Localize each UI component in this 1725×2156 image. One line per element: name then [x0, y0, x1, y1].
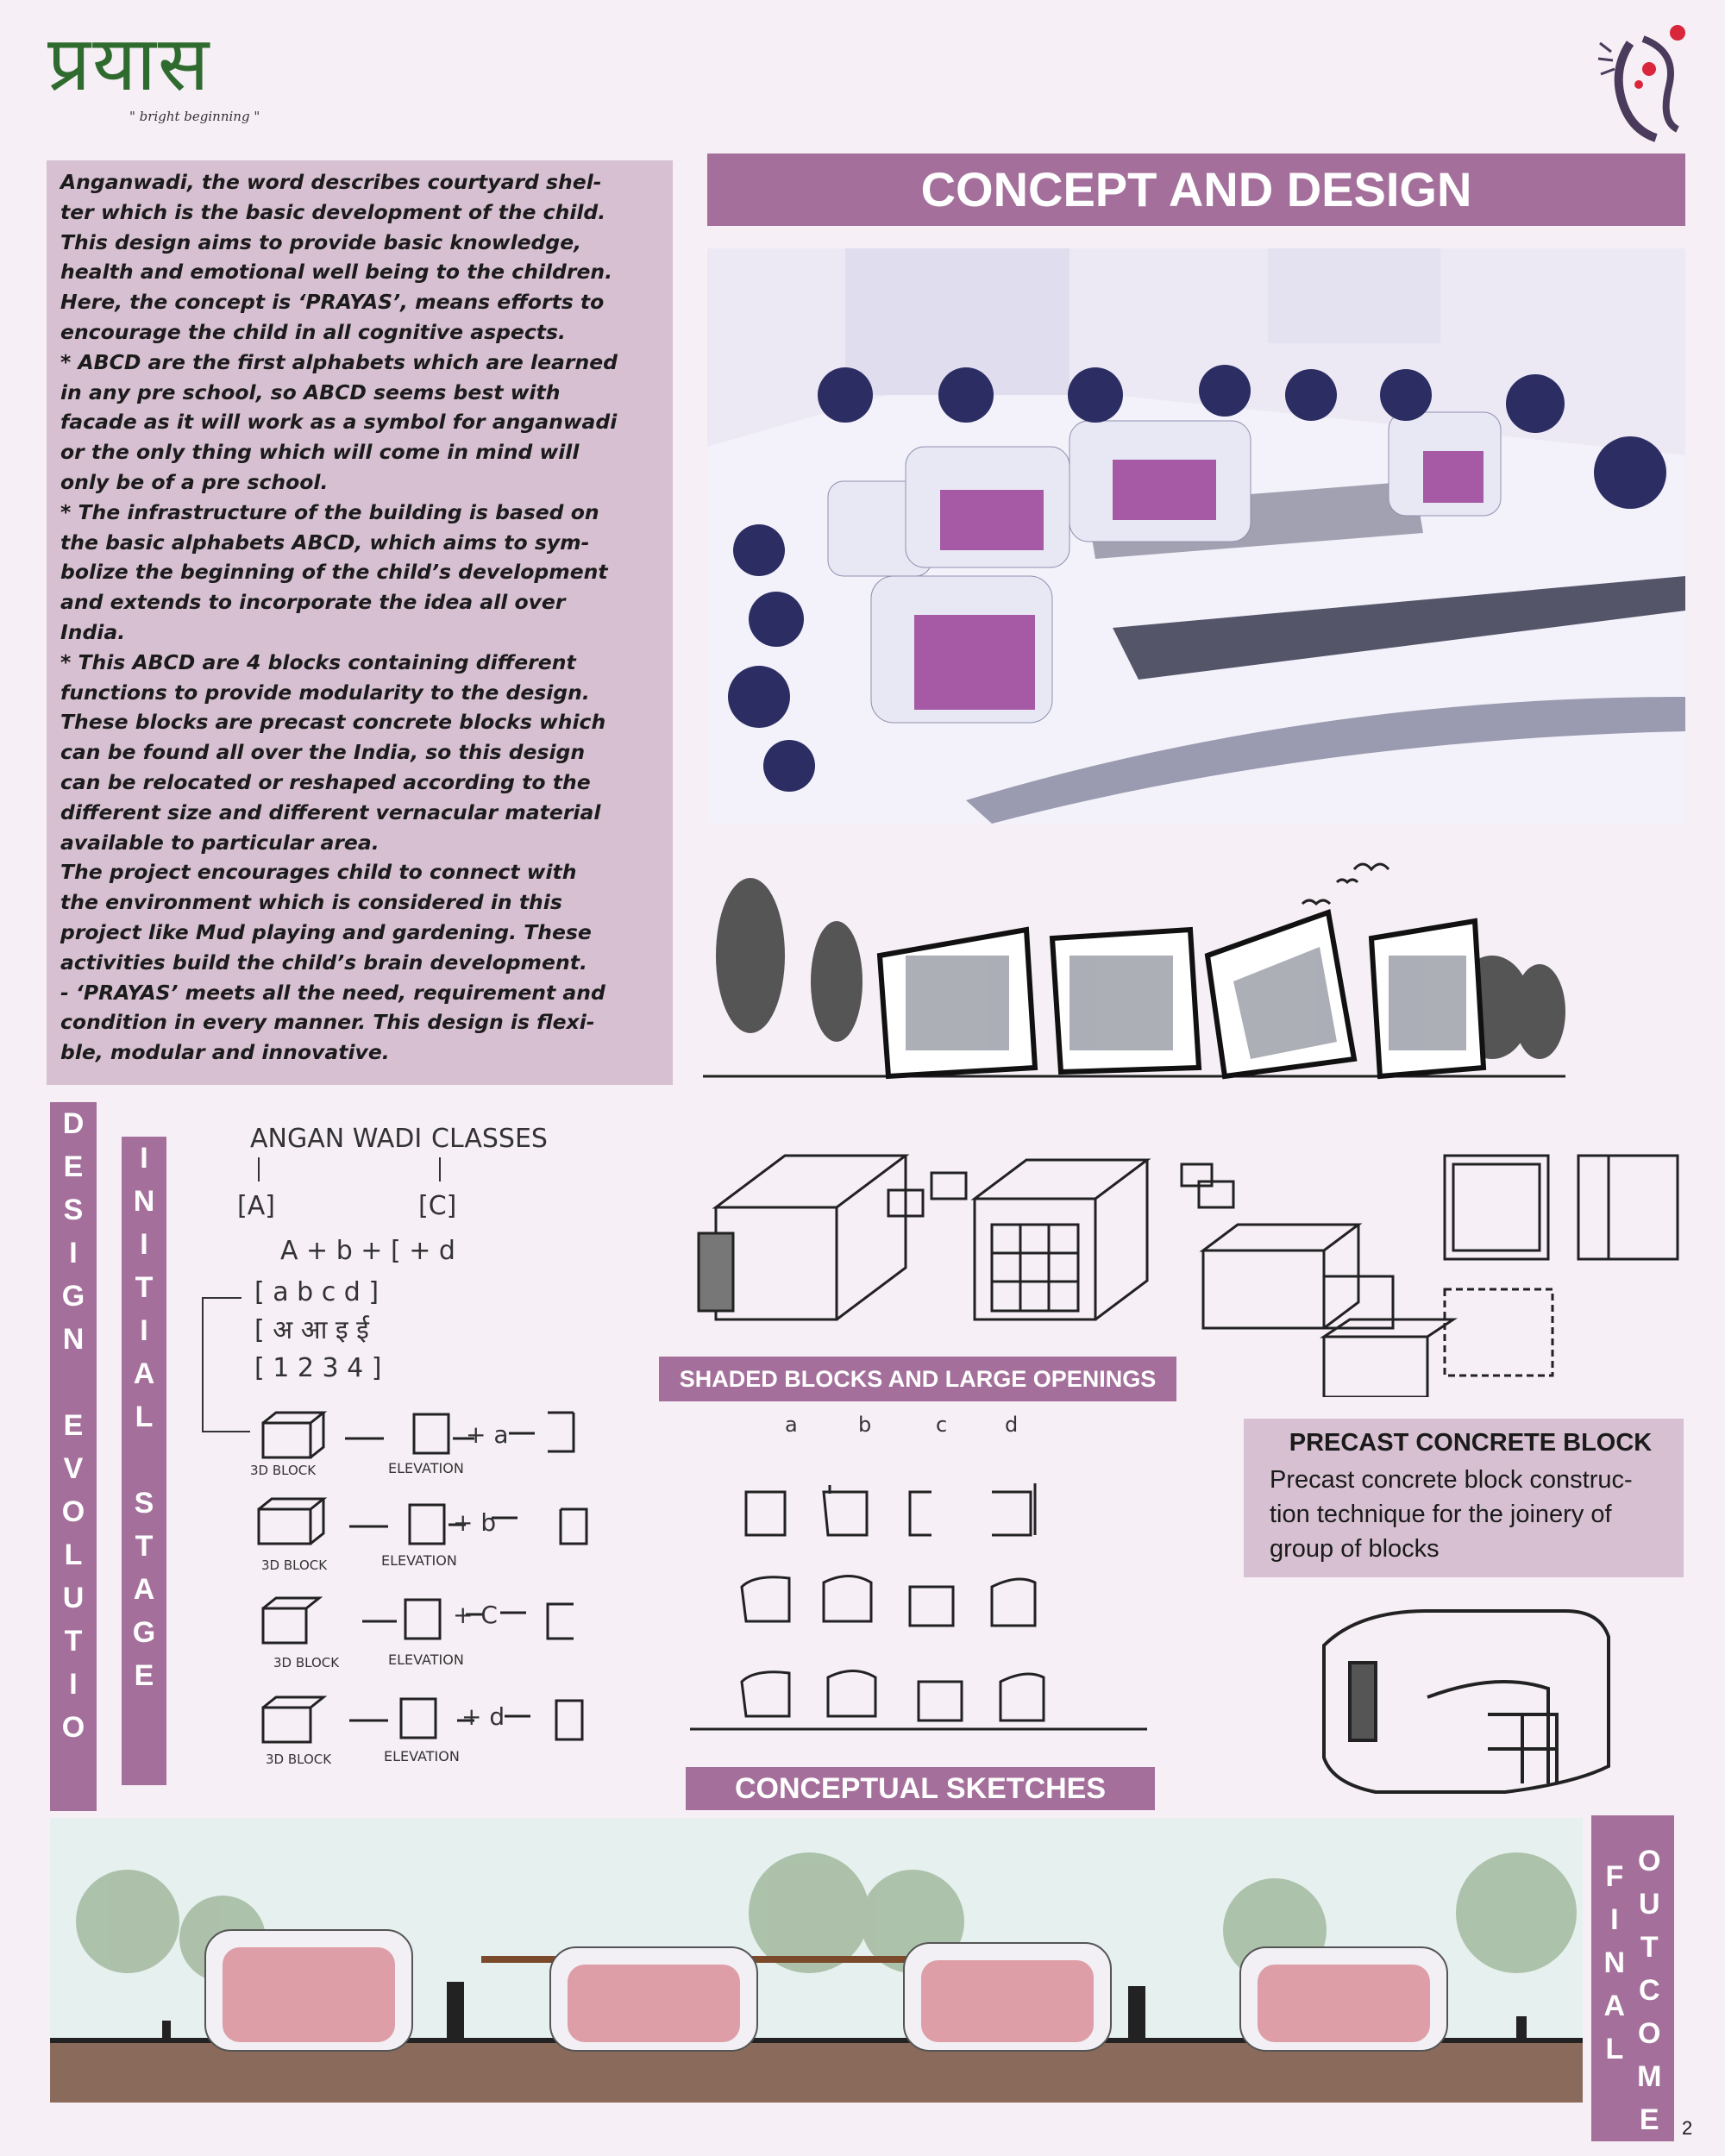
outcome-letter: O	[1638, 2017, 1661, 2050]
design-evolution-letter: O	[61, 1495, 85, 1528]
design-evolution-letter: U	[62, 1582, 85, 1614]
initial-stage-letter: I	[140, 1228, 148, 1261]
abcd-label-a: a	[785, 1413, 798, 1437]
prayas-logo: प्रयास	[47, 19, 211, 108]
conceptual-sketches-label: CONCEPTUAL SKETCHES	[686, 1767, 1155, 1810]
design-evolution-letter: V	[63, 1452, 84, 1485]
final-letter: L	[1605, 2033, 1624, 2065]
design-evolution-letter: N	[62, 1323, 85, 1356]
sketch-plus-d: + d	[461, 1702, 505, 1731]
sketch-classes-label: CLASSES	[431, 1124, 548, 1154]
initial-stage-letter: I	[140, 1142, 148, 1175]
concept-description: Anganwadi, the word describes courtyard shel- ter which is the basic development of the child. This design aims to provide basic knowledge, health and emotional well being to the children. Here, the concept is ‘PRAYAS’, means efforts to encourage the child in all cognitive aspects. * ABCD are the first alphabets which are learned in any pre school, so ABCD seems best with facade as it will work as a symbol for anganwadi or the only thing which will come in mind will only be of a pre school. * The infrastructure of the building is based on the basic alphabets ABCD, which aims to sym- bolize the beginning of the child’s development and extends to incorporate the idea all over India. * This ABCD are 4 blocks containing different functions to provide modularity to the design. These blocks are precast concrete blocks which can be found all over the India, so this design can be relocated or reshaped according to the different size and different vernacular material available to particular area. The project encourages child to connect with the environment which is considered in this project like Mud playing and gardening. These activities build the child’s brain development. - ‘PRAYAS’ meets all the need, requirement and condition in every manner. This design is flexi- ble, modular and innovative.	[60, 170, 618, 1065]
final-outcome-section-render	[50, 1818, 1583, 2103]
sketch-block-2: 3D BLOCK	[261, 1557, 328, 1573]
abcd-block-sketch-strip	[699, 861, 1570, 1111]
final-outcome-label	[1591, 1815, 1674, 2141]
sketch-elevation-4: ELEVATION	[384, 1748, 460, 1764]
abcd-label-d: d	[1005, 1413, 1019, 1437]
design-evolution-letter: E	[63, 1409, 84, 1442]
design-evolution-letter: I	[69, 1237, 78, 1269]
outcome-letter: O	[1638, 1845, 1661, 1877]
design-evolution-letter: G	[61, 1280, 85, 1313]
site-render-image	[707, 248, 1685, 824]
page-title: CONCEPT AND DESIGN	[707, 154, 1685, 226]
sketch-formula: A + b + [ + d	[280, 1236, 455, 1266]
initial-stage-letter: E	[134, 1659, 154, 1692]
sketch-block-3: 3D BLOCK	[273, 1655, 340, 1670]
precast-title: PRECAST CONCRETE BLOCK	[1289, 1429, 1653, 1457]
design-evolution-letter: O	[61, 1711, 85, 1744]
sketch-block-1: 3D BLOCK	[250, 1463, 317, 1478]
initial-stage-letter: S	[134, 1487, 154, 1520]
concept-description-panel	[47, 160, 673, 1085]
sketch-elevation-3: ELEVATION	[388, 1651, 464, 1668]
initial-stage-letter: A	[133, 1573, 155, 1606]
final-letter: A	[1603, 1990, 1626, 2022]
block-3d-sketch	[1315, 1594, 1634, 1801]
sketch-plus-b: + b	[453, 1508, 497, 1537]
initial-stage-letter: I	[140, 1314, 148, 1347]
precast-description: Precast concrete block construc- tion technique for the joinery of group of blocks	[1270, 1466, 1633, 1563]
outcome-letter: C	[1638, 1974, 1660, 2007]
initial-stage-letter: T	[135, 1530, 154, 1563]
final-letter: I	[1610, 1903, 1619, 1936]
outcome-letter: U	[1638, 1888, 1660, 1921]
shaded-blocks-sketch	[664, 1138, 1259, 1354]
initial-stage-letter: L	[135, 1401, 154, 1433]
initial-stage-label	[122, 1137, 166, 1785]
design-evolution-letter: S	[63, 1194, 84, 1226]
sketch-a-bracket: [A]	[237, 1191, 275, 1221]
sketch-elevation-2: ELEVATION	[381, 1552, 457, 1569]
sketch-plus-a: + a	[466, 1420, 509, 1449]
initial-stage-letter: A	[133, 1357, 155, 1390]
design-evolution-letter: D	[62, 1107, 85, 1140]
design-evolution-letter: T	[64, 1625, 83, 1658]
initial-stage-letter: G	[132, 1616, 156, 1649]
precast-concrete-block-panel	[1244, 1419, 1684, 1577]
sketch-elevation-1: ELEVATION	[388, 1460, 464, 1476]
design-evolution-label	[50, 1102, 97, 1811]
design-evolution-letter: E	[63, 1150, 84, 1183]
outcome-letter: T	[1640, 1931, 1659, 1964]
sketch-anganwadi-label: ANGAN WADI	[250, 1124, 423, 1154]
dancer-emblem-icon	[1596, 17, 1699, 142]
outcome-letter: E	[1639, 2103, 1659, 2136]
abcd-label-c: c	[936, 1413, 948, 1437]
sketch-row-latin: [ a b c d ]	[254, 1277, 380, 1307]
design-evolution-letter: L	[64, 1539, 83, 1571]
outcome-letter: M	[1637, 2060, 1662, 2093]
outcome-label-column	[1637, 1839, 1661, 2141]
initial-stage-letter: N	[133, 1185, 155, 1218]
initial-stage-sketches	[190, 1112, 638, 1785]
sketch-row-numbers: [ 1 2 3 4 ]	[254, 1353, 382, 1383]
design-evolution-letter: I	[69, 1668, 78, 1701]
final-letter: F	[1605, 1860, 1624, 1893]
precast-block-sketch	[1195, 1138, 1686, 1397]
sketch-c-bracket: [C]	[418, 1191, 457, 1221]
sketch-plus-c: + C	[453, 1601, 498, 1629]
tagline: " bright beginning "	[129, 109, 260, 124]
initial-stage-letter: T	[135, 1271, 154, 1304]
abcd-label-b: b	[858, 1413, 872, 1437]
page-number: 2	[1682, 2117, 1693, 2139]
shaded-blocks-label: SHADED BLOCKS AND LARGE OPENINGS	[659, 1357, 1176, 1401]
sketch-block-4: 3D BLOCK	[266, 1752, 332, 1767]
sketch-row-hindi: [ अ आ इ ई	[254, 1315, 369, 1345]
final-label-column	[1604, 1839, 1626, 2071]
abcd-conceptual-sketches	[681, 1406, 1164, 1768]
final-letter: N	[1603, 1946, 1626, 1979]
